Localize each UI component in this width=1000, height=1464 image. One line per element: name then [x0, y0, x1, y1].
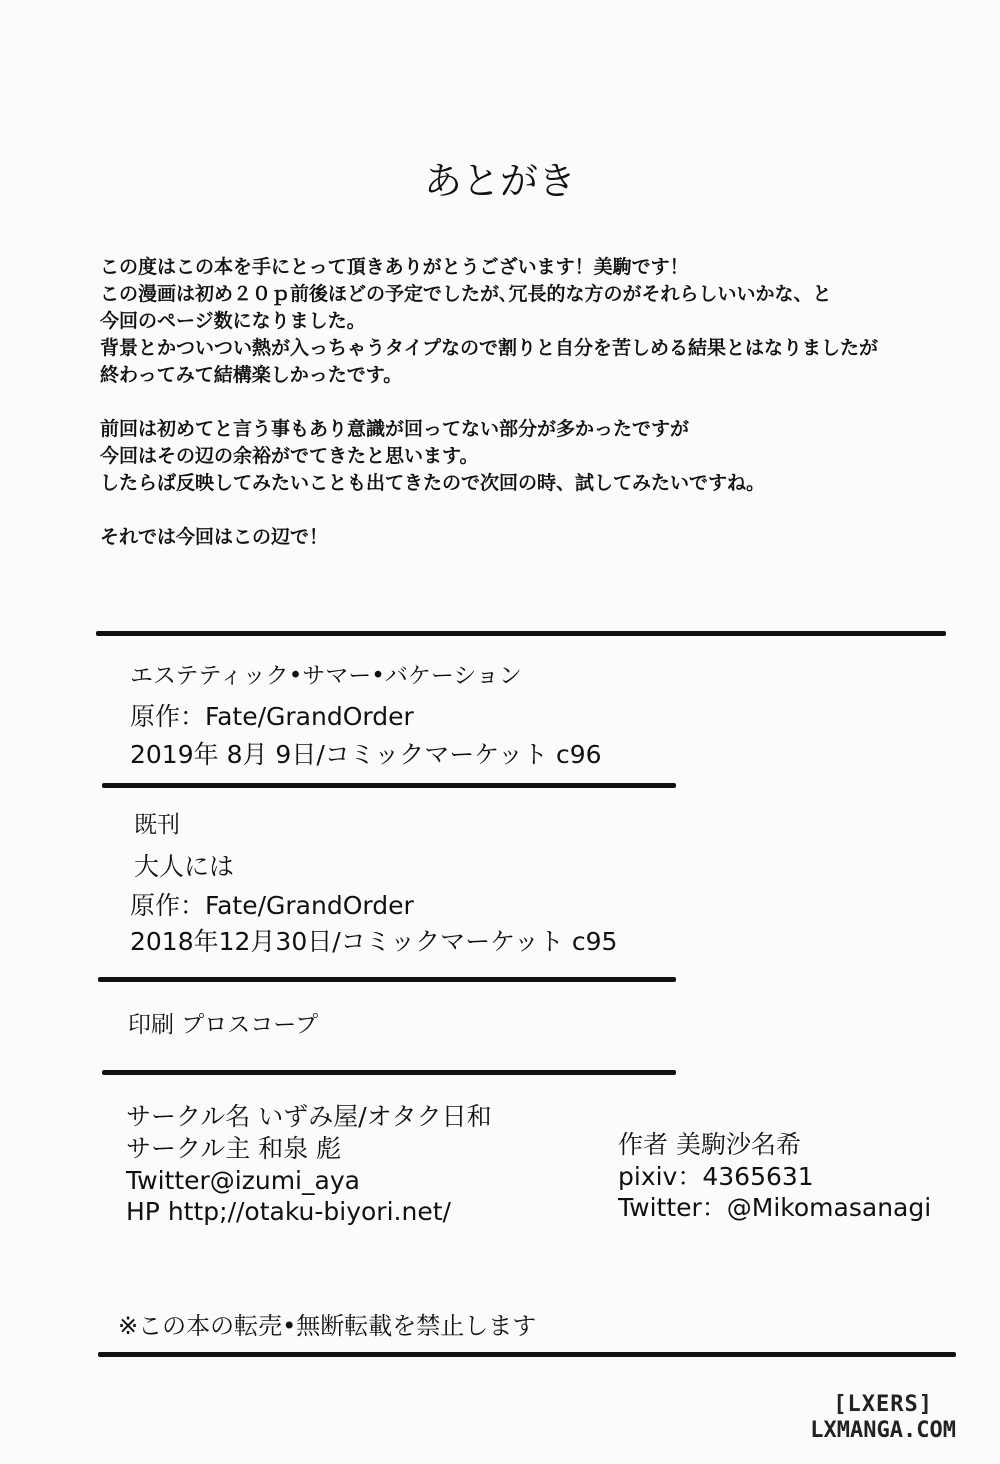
book-release: 2019年 8月 9日/コミックマーケット c96 [130, 740, 602, 769]
afterword-line: 今回のページ数になりました。 [100, 310, 366, 332]
afterword-line [100, 497, 878, 524]
author-pixiv: pixiv：4365631 [618, 1162, 814, 1191]
divider [102, 783, 676, 788]
afterword-line: この度はこの本を手にとって頂きありがとうございます！美駒です！ [100, 256, 689, 278]
afterword-line [100, 389, 878, 416]
circle-homepage: HP http;//otaku-biyori.net/ [126, 1197, 451, 1226]
printing-credit: 印刷 プロスコープ [128, 1012, 319, 1038]
book-title: エステティック•サマー•バケーション [130, 663, 522, 689]
circle-twitter: Twitter@izumi_aya [126, 1166, 360, 1195]
previous-release: 2018年12月30日/コミックマーケット c95 [130, 927, 618, 956]
author-name: 作者 美駒沙名希 [618, 1130, 801, 1159]
divider [98, 1352, 956, 1357]
copyright-notice: ※この本の転売•無断転載を禁止します [118, 1312, 537, 1340]
afterword-text [100, 254, 878, 551]
afterword-line: 終わってみて結構楽しかったです。 [100, 364, 403, 386]
afterword-line: それでは今回はこの辺で！ [100, 526, 329, 548]
afterword-line: この漫画は初め２０ｐ前後ほどの予定でしたが､冗長的な方のがそれらしいいかな、と [100, 283, 832, 305]
afterword-line: 前回は初めてと言う事もあり意識が回ってない部分が多かったですが [100, 418, 690, 440]
divider [98, 977, 676, 982]
watermark-top: [LXERS] [833, 1392, 933, 1417]
divider [102, 1070, 676, 1075]
page-title: あとがき [423, 159, 576, 203]
previous-heading: 既刊 [134, 812, 180, 838]
author-twitter: Twitter：@Mikomasanagi [618, 1193, 932, 1222]
previous-original: 原作：Fate/GrandOrder [130, 891, 414, 920]
book-original: 原作：Fate/GrandOrder [130, 702, 414, 731]
previous-title: 大人には [134, 852, 235, 881]
watermark-bottom: LXMANGA.COM [810, 1418, 956, 1443]
afterword-line: 今回はその辺の余裕がでてきたと思います。 [100, 445, 479, 467]
afterword-line: 背景とかついつい熱が入っちゃうタイプなので割りと自分を苦しめる結果とはなりましたが [100, 337, 879, 359]
circle-name: サークル名 いずみ屋/オタク日和 [126, 1102, 492, 1131]
watermark [810, 1392, 956, 1444]
afterword-line: したらば反映してみたいことも出てきたので次回の時、試してみたいですね。 [100, 472, 766, 494]
circle-owner: サークル主 和泉 彪 [126, 1134, 342, 1163]
divider [96, 631, 946, 636]
